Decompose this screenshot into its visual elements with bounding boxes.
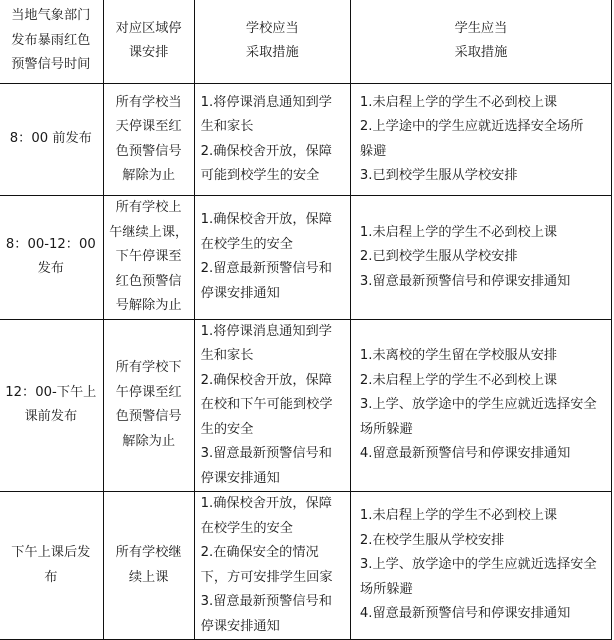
table-row bbox=[0, 196, 612, 320]
cell-text: 8：00 前发布 bbox=[9, 131, 92, 147]
student-measures-cell bbox=[350, 84, 611, 196]
cell-text: 1.将停课消息通知到学 bbox=[200, 94, 332, 110]
cell-text: 下，方可安排学生回家 bbox=[200, 569, 333, 585]
cell-text: 停课安排通知 bbox=[200, 470, 280, 486]
cell-text: 发布 bbox=[37, 261, 64, 277]
school-measures-cell bbox=[194, 319, 350, 492]
cell-text: 所有学校继 bbox=[115, 545, 182, 560]
header-row bbox=[0, 0, 612, 84]
cell-text: 色预警信号 bbox=[115, 143, 182, 159]
time-cell bbox=[0, 196, 103, 320]
cell-text: 1.未启程上学的学生不必到校上课 bbox=[359, 94, 558, 110]
student-measures-cell bbox=[350, 196, 611, 320]
cell-text: 1.未启程上学的学生不必到校上课 bbox=[359, 508, 558, 524]
cell-text: 3.留意最新预警信号和 bbox=[200, 446, 332, 461]
header-text: 对应区域停 bbox=[115, 20, 182, 36]
student-measures-cell bbox=[350, 319, 611, 492]
header-warning-time bbox=[0, 0, 103, 84]
cell-text: 2.在确保安全的情况 bbox=[200, 545, 319, 560]
cell-text: 3.上学、放学途中的学生应就近选择安全 bbox=[359, 557, 597, 573]
header-text: 课安排 bbox=[128, 45, 169, 60]
cell-text: 场所躲避 bbox=[359, 421, 413, 437]
time-cell bbox=[0, 319, 103, 492]
cell-text: 停课安排通知 bbox=[200, 618, 280, 634]
cell-text: 停课安排通知 bbox=[200, 285, 280, 301]
cell-text: 2.已到校学生服从学校安排 bbox=[359, 249, 518, 264]
cell-text: 续上课 bbox=[128, 569, 169, 585]
cell-text: 色预警信号 bbox=[115, 409, 182, 425]
cell-text: 躲避 bbox=[359, 143, 387, 159]
cell-text: 2.在校学生服从学校安排 bbox=[359, 532, 505, 548]
cell-text: 4.留意最新预警信号和停课安排通知 bbox=[359, 446, 571, 461]
cell-text: 解除为止 bbox=[122, 433, 176, 449]
cell-text: 3.留意最新预警信号和停课安排通知 bbox=[359, 273, 571, 289]
header-text: 采取措施 bbox=[245, 45, 299, 60]
cell-text: 2.留意最新预警信号和 bbox=[200, 261, 332, 277]
cell-text: 所有学校当 bbox=[115, 94, 182, 110]
header-student-measures bbox=[350, 0, 611, 84]
header-text: 发布暴雨红色 bbox=[11, 32, 91, 48]
header-text: 学生应当 bbox=[454, 20, 508, 36]
cell-text: 所有学校下 bbox=[115, 360, 182, 376]
cell-text: 天停课至红 bbox=[115, 119, 182, 134]
cell-text: 4.留意最新预警信号和停课安排通知 bbox=[359, 606, 571, 622]
table-row bbox=[0, 319, 612, 492]
cell-text: 12：00-下午上 bbox=[5, 384, 97, 400]
cell-text: 1.将停课消息通知到学 bbox=[200, 323, 332, 339]
cell-text: 2.未启程上学的学生不必到校上课 bbox=[359, 372, 558, 388]
school-measures-cell bbox=[194, 196, 350, 320]
cell-text: 2.上学途中的学生应就近选择安全场所 bbox=[359, 119, 584, 134]
cell-text: 生的安全 bbox=[200, 421, 254, 437]
cell-text: 课前发布 bbox=[24, 409, 78, 425]
header-text: 预警信号时间 bbox=[11, 57, 91, 73]
cell-text: 布 bbox=[44, 569, 58, 585]
cell-text: 2.确保校舍开放，保障 bbox=[200, 372, 332, 388]
cell-text: 生和家长 bbox=[200, 348, 254, 363]
cell-text: 可能到校学生的安全 bbox=[200, 168, 320, 183]
cell-text: 所有学校上 bbox=[115, 200, 182, 215]
cell-text: 3.已到校学生服从学校安排 bbox=[359, 168, 518, 183]
time-cell bbox=[0, 84, 103, 196]
header-text: 采取措施 bbox=[454, 45, 508, 60]
header-school-measures bbox=[194, 0, 350, 84]
cell-text: 2.确保校舍开放，保障 bbox=[200, 143, 332, 159]
cell-text: 1.未离校的学生留在学校服从安排 bbox=[359, 348, 558, 363]
school-measures-cell bbox=[194, 492, 350, 640]
cell-text: 1.确保校舍开放，保障 bbox=[200, 212, 332, 228]
student-measures-cell bbox=[350, 492, 611, 640]
cell-text: 午停课至红 bbox=[115, 384, 182, 400]
cell-text: 1.未启程上学的学生不必到校上课 bbox=[359, 224, 558, 240]
cell-text: 3.留意最新预警信号和 bbox=[200, 594, 332, 609]
table-row bbox=[0, 84, 612, 196]
school-measures-cell bbox=[194, 84, 350, 196]
cell-text: 3.上学、放学途中的学生应就近选择安全 bbox=[359, 397, 597, 412]
cell-text: 在校和下午可能到校学 bbox=[200, 397, 333, 412]
time-cell bbox=[0, 492, 103, 640]
cell-text: 场所躲避 bbox=[359, 581, 413, 597]
cell-text: 红色预警信 bbox=[115, 273, 182, 289]
cell-text: 在校学生的安全 bbox=[200, 520, 293, 536]
cell-text: 下午上课后发 bbox=[11, 545, 91, 560]
cell-text: 1.确保校舍开放，保障 bbox=[200, 496, 332, 511]
cell-text: 午继续上课， bbox=[109, 224, 189, 240]
cell-text: 下午停课至 bbox=[115, 249, 182, 264]
cell-text: 生和家长 bbox=[200, 119, 254, 134]
arrangement-cell bbox=[103, 196, 194, 320]
header-text: 学校应当 bbox=[245, 20, 299, 36]
cell-text: 8：00-12：00 bbox=[5, 236, 96, 252]
table-row bbox=[0, 492, 612, 640]
cell-text: 在校学生的安全 bbox=[200, 236, 293, 252]
header-class-arrangement bbox=[103, 0, 194, 84]
arrangement-cell bbox=[103, 492, 194, 640]
arrangement-cell bbox=[103, 84, 194, 196]
header-text: 当地气象部门 bbox=[11, 8, 91, 24]
cell-text: 号解除为止 bbox=[115, 298, 182, 313]
arrangement-cell bbox=[103, 319, 194, 492]
cell-text: 解除为止 bbox=[122, 168, 176, 183]
